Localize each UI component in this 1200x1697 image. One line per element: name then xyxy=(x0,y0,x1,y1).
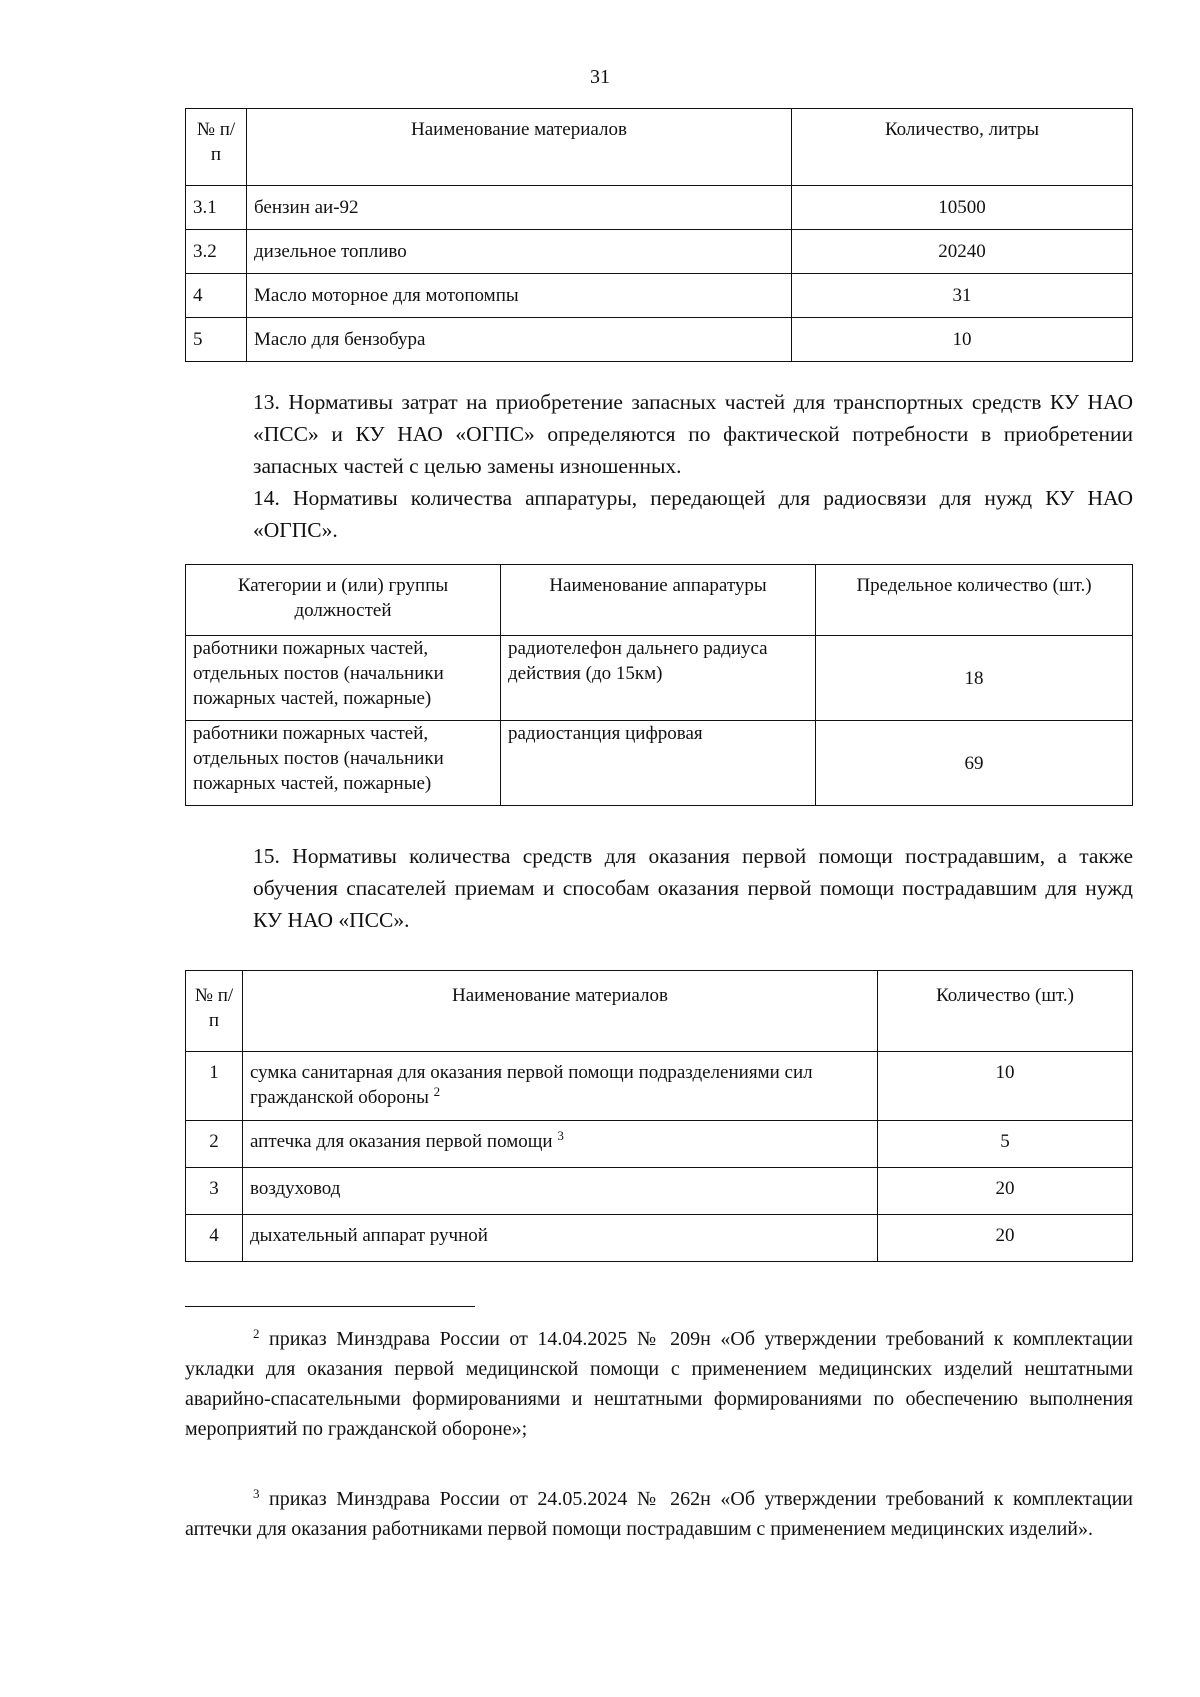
footnote-ref: 3 xyxy=(557,1128,564,1143)
row-equipment: радиотелефон дальнего радиуса действия (до 15км) xyxy=(501,636,816,721)
table-row xyxy=(186,230,1133,274)
table-row xyxy=(186,186,1133,230)
footnote-ref: 2 xyxy=(433,1084,441,1099)
paragraph-13-text: 13. Нормативы затрат на приобретение запасных частей для транспортных средств КУ НАО «ПСС» и КУ НАО «ОГПС» определяются по фактической потребности в приобретении запасных частей с целью замены изношенных. xyxy=(253,390,1133,478)
row-name: дыхательный аппарат ручной xyxy=(243,1215,878,1262)
row-quantity: 5 xyxy=(878,1121,1133,1168)
column-header-name: Наименование материалов xyxy=(247,109,792,186)
table-row xyxy=(186,1121,1133,1168)
row-quantity: 18 xyxy=(816,636,1133,721)
paragraph-14 xyxy=(185,482,1133,546)
paragraph-15 xyxy=(185,840,1133,936)
row-number: 3.2 xyxy=(186,230,247,274)
row-name xyxy=(243,1052,878,1121)
footnote-mark: 2 xyxy=(253,1326,260,1341)
row-number: 2 xyxy=(186,1121,243,1168)
footnote-mark: 3 xyxy=(253,1486,260,1501)
table-row xyxy=(186,1052,1133,1121)
table-row xyxy=(186,636,1133,721)
column-header-equipment: Наименование аппаратуры xyxy=(501,565,816,636)
footnote-text: приказ Минздрава России от 24.05.2024 № 262н «Об утверждении требований к комплектации аптечки для оказания работниками первой помощи пострадавшим с применением медицинских изделий». xyxy=(185,1488,1133,1540)
row-quantity: 10 xyxy=(792,318,1133,362)
row-number: 5 xyxy=(186,318,247,362)
row-number: 1 xyxy=(186,1052,243,1121)
row-equipment: радиостанция цифровая xyxy=(501,721,816,806)
row-name xyxy=(243,1121,878,1168)
row-name: дизельное топливо xyxy=(247,230,792,274)
paragraph-14-text: 14. Нормативы количества аппаратуры, передающей для радиосвязи для нужд КУ НАО «ОГПС». xyxy=(253,486,1133,542)
row-number: 3 xyxy=(186,1168,243,1215)
table-row xyxy=(186,1168,1133,1215)
first-aid-materials-table xyxy=(185,970,1133,1262)
row-number: 3.1 xyxy=(186,186,247,230)
table-row xyxy=(186,721,1133,806)
row-number: 4 xyxy=(186,1215,243,1262)
column-header-number: № п/п xyxy=(186,109,247,186)
table-header-row xyxy=(186,109,1133,186)
table-header-row xyxy=(186,565,1133,636)
table-header-row xyxy=(186,971,1133,1052)
row-name: Масло для бензобура xyxy=(247,318,792,362)
footnote-separator xyxy=(185,1306,475,1307)
footnote-3 xyxy=(185,1484,1133,1544)
row-name-text: аптечка для оказания первой помощи xyxy=(250,1131,553,1152)
paragraph-15-text: 15. Нормативы количества средств для оказания первой помощи пострадавшим, а также обучения спасателей приемам и способам оказания первой помощи пострадавшим для нужд КУ НАО «ПСС». xyxy=(253,844,1133,932)
footnote-text: приказ Минздрава России от 14.04.2025 № 209н «Об утверждении требований к комплектации укладки для оказания первой медицинской помощи с применением медицинских изделий нештатными аварийно-спасательными формированиями и нештатными формированиями по обеспечению выполнения мероприятий по гражданской обороне»; xyxy=(185,1328,1133,1440)
row-quantity: 69 xyxy=(816,721,1133,806)
table-row xyxy=(186,274,1133,318)
row-name: воздуховод xyxy=(243,1168,878,1215)
fuel-materials-table xyxy=(185,108,1133,362)
row-quantity: 20240 xyxy=(792,230,1133,274)
page-number: 31 xyxy=(590,66,610,88)
row-number: 4 xyxy=(186,274,247,318)
radio-equipment-table xyxy=(185,564,1133,806)
column-header-limit-quantity: Предельное количество (шт.) xyxy=(816,565,1133,636)
row-name-text: сумка санитарная для оказания первой помощи подразделениями сил гражданской обороны xyxy=(250,1062,813,1108)
column-header-name: Наименование материалов xyxy=(243,971,878,1052)
column-header-quantity: Количество, литры xyxy=(792,109,1133,186)
footnote-2 xyxy=(185,1324,1133,1444)
table-row xyxy=(186,318,1133,362)
paragraph-13 xyxy=(185,386,1133,482)
row-quantity: 20 xyxy=(878,1215,1133,1262)
column-header-number: № п/п xyxy=(186,971,243,1052)
row-quantity: 10500 xyxy=(792,186,1133,230)
row-category: работники пожарных частей, отдельных постов (начальники пожарных частей, пожарные) xyxy=(186,721,501,806)
column-header-quantity: Количество (шт.) xyxy=(878,971,1133,1052)
row-quantity: 20 xyxy=(878,1168,1133,1215)
row-name: Масло моторное для мотопомпы xyxy=(247,274,792,318)
column-header-category: Категории и (или) группы должностей xyxy=(186,565,501,636)
table-row xyxy=(186,1215,1133,1262)
row-name: бензин аи-92 xyxy=(247,186,792,230)
row-quantity: 10 xyxy=(878,1052,1133,1121)
row-quantity: 31 xyxy=(792,274,1133,318)
row-category: работники пожарных частей, отдельных постов (начальники пожарных частей, пожарные) xyxy=(186,636,501,721)
